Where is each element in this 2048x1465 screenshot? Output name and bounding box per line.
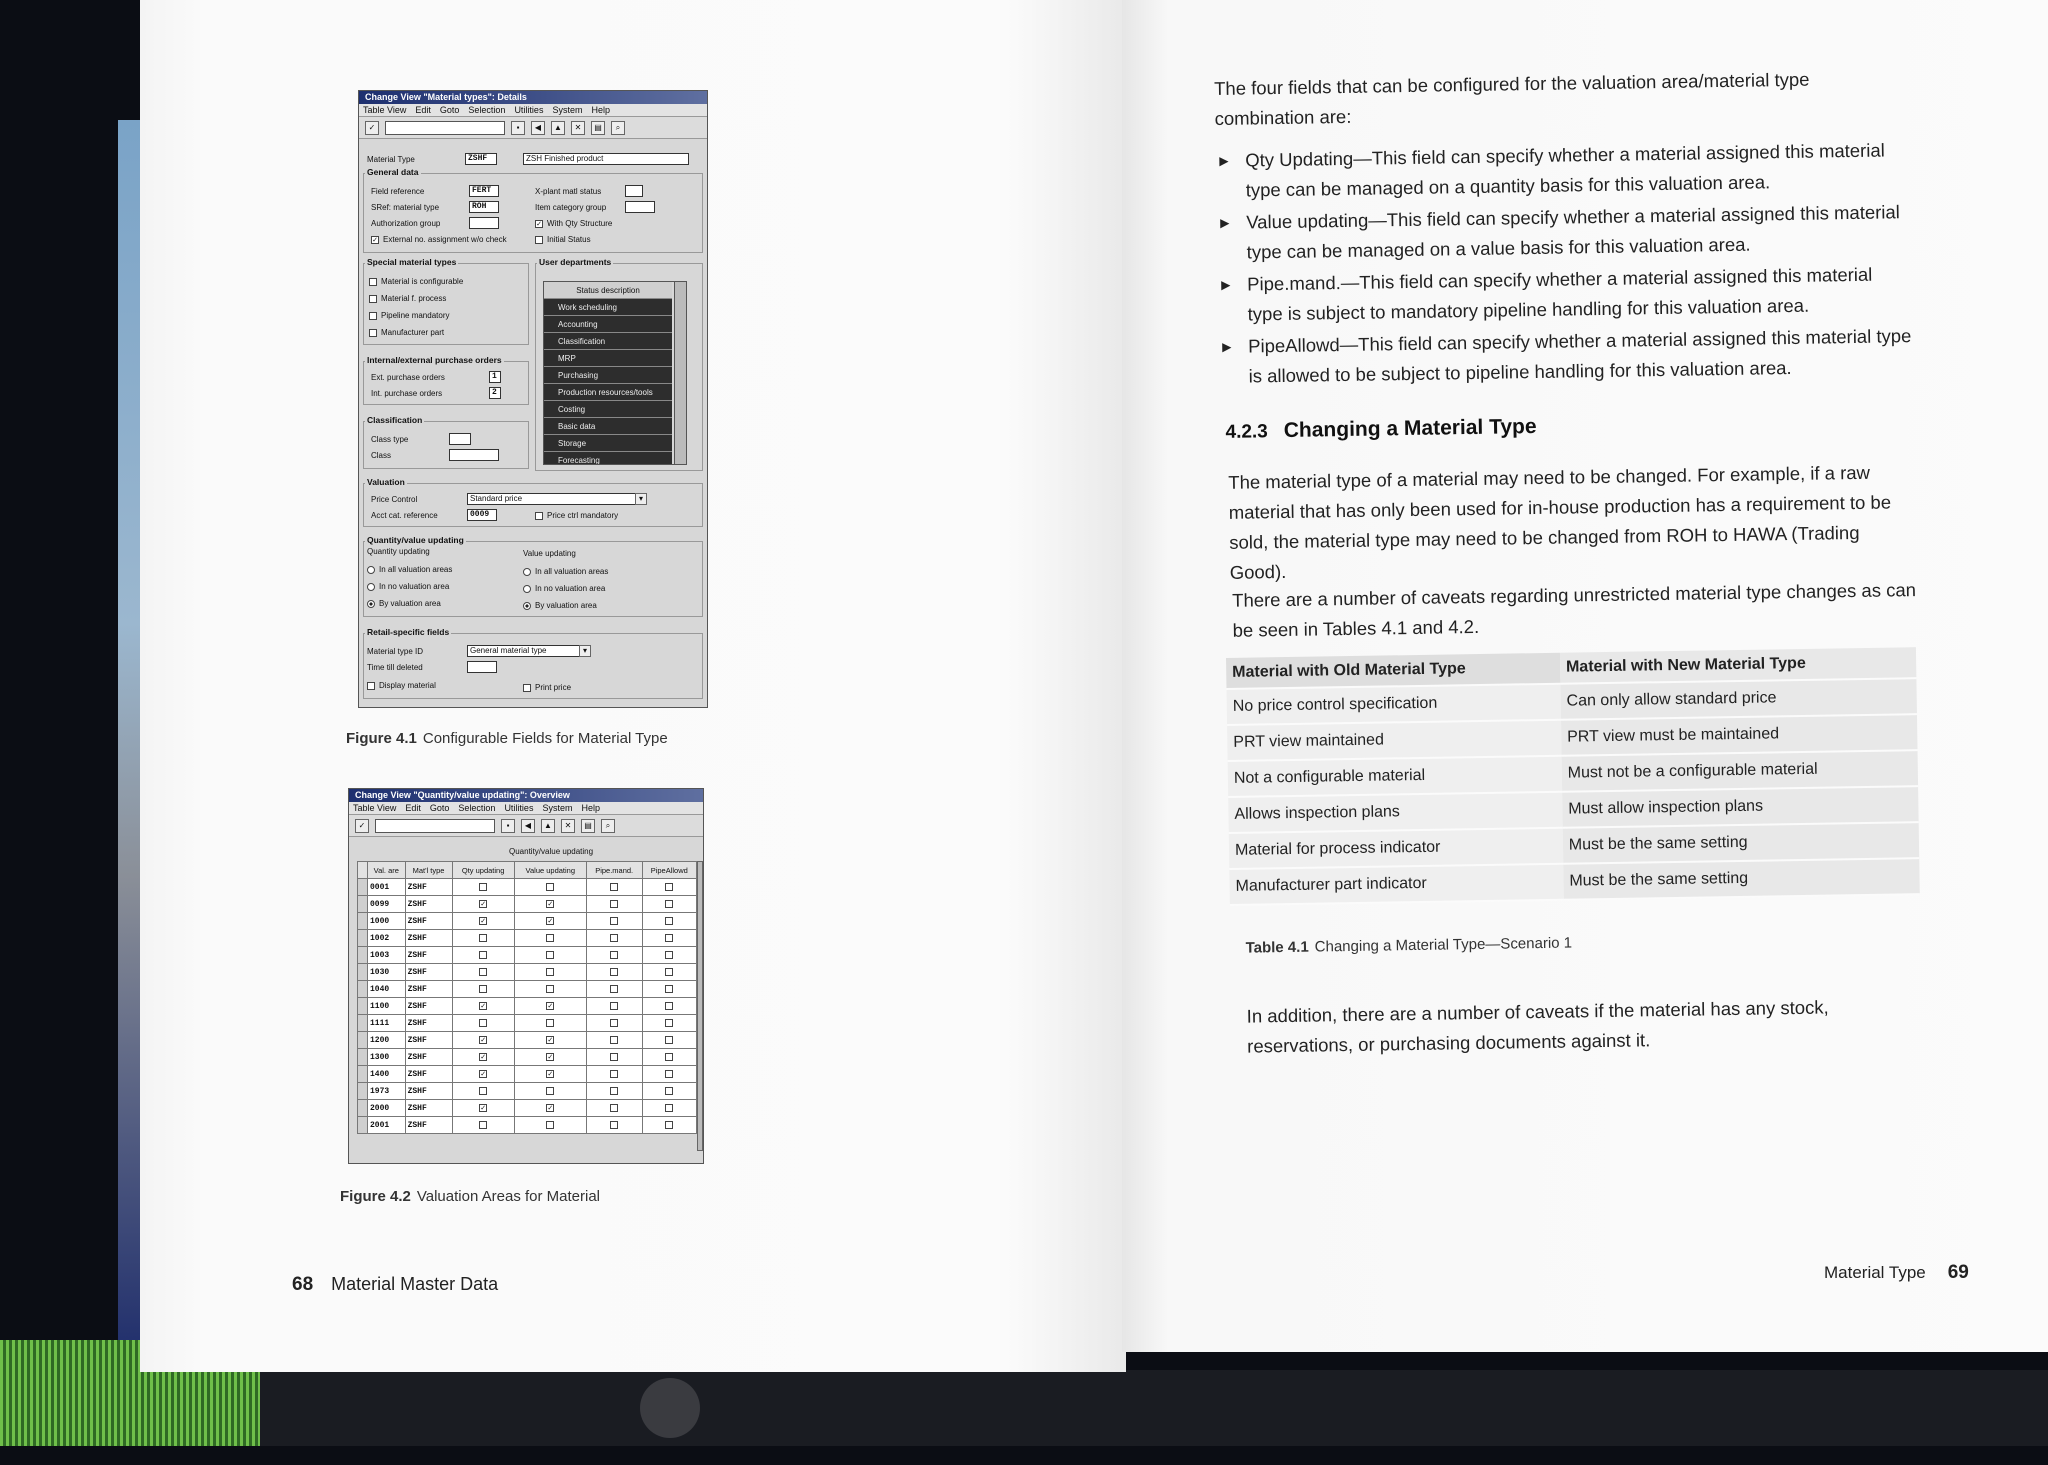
- display-material-label: Display material: [379, 681, 436, 690]
- menu-item[interactable]: Selection: [468, 105, 506, 115]
- material-type-field[interactable]: ZSHF: [465, 153, 497, 165]
- material-type-cell: ZSHF: [405, 964, 452, 981]
- time-till-deleted-label: Time till deleted: [367, 663, 423, 672]
- right-page-footer: [1824, 1262, 1969, 1284]
- quantity-updating-label: Quantity updating: [367, 547, 430, 556]
- initial-status-label: Initial Status: [547, 235, 591, 244]
- checkbox-checked-icon: ✓: [480, 901, 487, 909]
- checkbox-checked-icon: ✓: [547, 901, 554, 909]
- menu-item[interactable]: Selection: [458, 803, 496, 813]
- table-caption-text: Changing a Material Type—Scenario 1: [1314, 934, 1573, 956]
- department-item[interactable]: Accounting: [544, 316, 672, 333]
- window-title: Change View "Quantity/value updating": Overview: [349, 789, 703, 802]
- sref-field[interactable]: ROH: [469, 201, 499, 213]
- table-cell: No price control specification: [1226, 684, 1560, 725]
- chevron-down-icon[interactable]: ▾: [635, 493, 647, 505]
- special-item-label: Manufacturer part: [381, 328, 445, 337]
- page-number: 69: [1947, 1262, 1969, 1283]
- column-header: Pipe.mand.: [586, 862, 642, 879]
- table-cell: Material for process indicator: [1229, 828, 1563, 869]
- menu-item[interactable]: System: [552, 105, 583, 115]
- checkbox-checked-icon: ✓: [480, 1105, 487, 1113]
- table-header: Material with Old Material Type: [1226, 653, 1560, 689]
- general-data-title: General data: [367, 167, 419, 177]
- valuation-area-cell: 1000: [368, 913, 406, 930]
- price-ctrl-mandatory-label: Price ctrl mandatory: [547, 511, 619, 520]
- checkbox-checked-icon: ✓: [480, 1037, 487, 1045]
- ext-purchase-orders-label: Ext. purchase orders: [371, 373, 445, 382]
- section-number: 4.2.3: [1225, 421, 1268, 443]
- special-item-label: Pipeline mandatory: [381, 311, 450, 320]
- group-header: Quantity/value updating: [509, 847, 594, 856]
- status-description-header: Status description: [544, 282, 672, 299]
- special-material-types-title: Special material types: [367, 257, 457, 267]
- checkbox-checked-icon: ✓: [547, 1071, 554, 1079]
- cancel-icon[interactable]: ✕: [561, 819, 575, 833]
- table-cell: PRT view must be maintained: [1561, 714, 1918, 756]
- valuation-title: Valuation: [367, 477, 405, 487]
- radio-label: In no valuation area: [535, 584, 606, 593]
- find-icon[interactable]: ⌕: [601, 819, 615, 833]
- valuation-area-cell: 2001: [368, 1117, 406, 1134]
- table-cell: Must allow inspection plans: [1562, 786, 1919, 828]
- column-header: Mat'l type: [405, 862, 452, 879]
- department-item[interactable]: MRP: [544, 350, 672, 367]
- radio-label: In all valuation areas: [379, 565, 453, 574]
- acct-cat-label: Acct cat. reference: [371, 511, 438, 520]
- acct-cat-field[interactable]: 0009: [467, 509, 497, 521]
- price-control-select[interactable]: Standard price: [467, 493, 643, 505]
- back-icon[interactable]: ◀: [521, 819, 535, 833]
- valuation-area-cell: 2000: [368, 1100, 406, 1117]
- checkbox-checked-icon: ✓: [547, 1037, 554, 1045]
- find-icon[interactable]: ⌕: [611, 121, 625, 135]
- cancel-icon[interactable]: ✕: [571, 121, 585, 135]
- print-icon[interactable]: ▤: [591, 121, 605, 135]
- menu-item[interactable]: Goto: [429, 803, 450, 813]
- special-item-label: Material is configurable: [381, 277, 464, 286]
- caveats-table: [1226, 647, 1920, 906]
- column-header: Val. are: [368, 862, 406, 879]
- check-icon[interactable]: ✓: [365, 121, 379, 135]
- running-title: Material Master Data: [331, 1274, 499, 1294]
- menu-item[interactable]: Table View: [353, 803, 397, 813]
- valuation-area-cell: 1030: [368, 964, 406, 981]
- valuation-area-cell: 1300: [368, 1049, 406, 1066]
- radio-label: By valuation area: [535, 601, 597, 610]
- check-icon[interactable]: ✓: [355, 819, 369, 833]
- radio-label: In no valuation area: [379, 582, 450, 591]
- department-item[interactable]: Forecasting: [544, 452, 672, 465]
- save-icon[interactable]: ▪: [511, 121, 525, 135]
- table-cell: Manufacturer part indicator: [1229, 864, 1563, 905]
- with-qty-structure-label: With Qty Structure: [547, 219, 613, 228]
- valuation-area-cell: 1111: [368, 1015, 406, 1032]
- checkbox-checked-icon: ✓: [547, 918, 554, 926]
- print-icon[interactable]: ▤: [581, 819, 595, 833]
- valuation-area-cell: 1002: [368, 930, 406, 947]
- department-item[interactable]: Work scheduling: [544, 299, 672, 316]
- valuation-area-cell: 1400: [368, 1066, 406, 1083]
- menu-item[interactable]: Utilities: [514, 105, 544, 115]
- int-purchase-orders-field[interactable]: 2: [489, 387, 501, 399]
- checkbox-checked-icon: ✓: [480, 1003, 487, 1011]
- window-title: Change View "Material types": Details: [359, 91, 707, 104]
- valuation-area-cell: 0099: [368, 896, 406, 913]
- section-title: Changing a Material Type: [1283, 414, 1537, 442]
- checkbox-checked-icon: ✓: [536, 220, 542, 228]
- figure-label: Figure 4.2: [340, 1188, 411, 1205]
- material-type-cell: ZSHF: [405, 1015, 452, 1032]
- exit-icon[interactable]: ▲: [541, 819, 555, 833]
- material-type-cell: ZSHF: [405, 913, 452, 930]
- int-purchase-orders-label: Int. purchase orders: [371, 389, 443, 398]
- checkbox-checked-icon: ✓: [480, 1071, 487, 1079]
- external-no-label: External no. assignment w/o check: [383, 235, 507, 244]
- page-number: 68: [292, 1274, 314, 1295]
- chevron-down-icon[interactable]: ▾: [579, 645, 591, 657]
- field-reference-field[interactable]: FERT: [469, 185, 499, 197]
- table-label: Table 4.1: [1245, 938, 1309, 957]
- table-4-1-caption: [1246, 934, 1573, 956]
- classification-title: Classification: [367, 415, 423, 425]
- table-cell: Must be the same setting: [1563, 858, 1920, 900]
- menu-item[interactable]: Table View: [363, 105, 407, 115]
- department-item[interactable]: Costing: [544, 401, 672, 418]
- valuation-area-cell: 1100: [368, 998, 406, 1015]
- valuation-area-cell: 1040: [368, 981, 406, 998]
- table-cell: Can only allow standard price: [1560, 678, 1917, 720]
- figure-caption-text: Valuation Areas for Material: [416, 1188, 601, 1205]
- checkbox-checked-icon: ✓: [480, 918, 487, 926]
- material-type-cell: ZSHF: [405, 1066, 452, 1083]
- checkbox-checked-icon: ✓: [547, 1105, 554, 1113]
- radio-label: By valuation area: [379, 599, 441, 608]
- item-category-label: Item category group: [535, 203, 607, 212]
- sref-label: SRef: material type: [371, 203, 440, 212]
- menu-item[interactable]: Edit: [415, 105, 431, 115]
- bullet-item: ▶ PipeAllowd—This field can specify whether a material assigned this material type is allowed to be subject to pipeline handling for this valuation area.: [1222, 321, 1913, 392]
- menu-item[interactable]: System: [542, 803, 573, 813]
- exit-icon[interactable]: ▲: [551, 121, 565, 135]
- paragraph: The material type of a material may need to be changed. For example, if a raw material that has only been used for in-house production has a requirement to be sold, the material type may need to be changed from ROH to HAWA (Trading Good).: [1228, 461, 1892, 583]
- material-type-cell: ZSHF: [405, 930, 452, 947]
- valuation-area-cell: 1973: [368, 1083, 406, 1100]
- menu-item[interactable]: Help: [581, 803, 600, 813]
- valuation-area-cell: 0001: [368, 879, 406, 896]
- material-type-cell: ZSHF: [405, 896, 452, 913]
- column-header: Qty updating: [452, 862, 514, 879]
- save-icon[interactable]: ▪: [501, 819, 515, 833]
- material-type-cell: ZSHF: [405, 879, 452, 896]
- menu-item[interactable]: Edit: [405, 803, 421, 813]
- authorization-group-label: Authorization group: [371, 219, 441, 228]
- qty-value-updating-title: Quantity/value updating: [367, 535, 464, 545]
- column-header: PipeAllowd: [642, 862, 697, 879]
- department-item[interactable]: Production resources/tools: [544, 384, 672, 401]
- department-item[interactable]: Classification: [544, 333, 672, 350]
- department-item[interactable]: Basic data: [544, 418, 672, 435]
- running-title: Material Type: [1824, 1263, 1926, 1282]
- menu-item[interactable]: Help: [591, 105, 610, 115]
- purchase-orders-title: Internal/external purchase orders: [367, 355, 502, 365]
- checkbox-checked-icon: ✓: [547, 1003, 554, 1011]
- checkbox-checked-icon: ✓: [480, 1054, 487, 1062]
- paragraph: There are a number of caveats regarding unrestricted material type changes as can be seen in Tables 4.1 and 4.2.: [1232, 579, 1917, 641]
- material-type-label: Material Type: [367, 155, 415, 164]
- figure-label: Figure 4.1: [346, 730, 417, 747]
- section-heading: [1225, 415, 1552, 444]
- menu-item[interactable]: Goto: [439, 105, 460, 115]
- material-type-description[interactable]: ZSH Finished product: [523, 153, 689, 165]
- bullet-item: ▶ Qty Updating—This field can specify whether a material assigned this material type can be managed on a quantity basis for this valuation area.: [1219, 135, 1910, 206]
- price-control-label: Price Control: [371, 495, 418, 504]
- material-type-cell: ZSHF: [405, 998, 452, 1015]
- class-type-label: Class type: [371, 435, 409, 444]
- xplant-status-label: X-plant matl status: [535, 187, 602, 196]
- class-label: Class: [371, 451, 392, 460]
- figure-caption-text: Configurable Fields for Material Type: [422, 730, 668, 747]
- table-cell: PRT view maintained: [1227, 720, 1561, 761]
- bullet-item: ▶ Pipe.mand.—This field can specify whether a material assigned this material type is subject to mandatory pipeline handling for this valuation area.: [1221, 259, 1912, 330]
- material-type-cell: ZSHF: [405, 1032, 452, 1049]
- department-item[interactable]: Purchasing: [544, 367, 672, 384]
- material-type-cell: ZSHF: [405, 1100, 452, 1117]
- material-type-cell: ZSHF: [405, 981, 452, 998]
- menu-item[interactable]: Utilities: [504, 803, 534, 813]
- table-header: Material with New Material Type: [1560, 647, 1917, 684]
- table-cell: Must be the same setting: [1563, 822, 1920, 864]
- value-updating-label: Value updating: [523, 549, 576, 558]
- checkbox-checked-icon: ✓: [372, 236, 378, 244]
- department-item[interactable]: Storage: [544, 435, 672, 452]
- column-header: Value updating: [514, 862, 586, 879]
- table-cell: Allows inspection plans: [1228, 792, 1562, 833]
- back-icon[interactable]: ◀: [531, 121, 545, 135]
- special-item-label: Material f. process: [381, 294, 447, 303]
- ext-purchase-orders-field[interactable]: 1: [489, 371, 501, 383]
- material-type-cell: ZSHF: [405, 1083, 452, 1100]
- field-reference-label: Field reference: [371, 187, 425, 196]
- material-type-cell: ZSHF: [405, 947, 452, 964]
- valuation-area-cell: 1200: [368, 1032, 406, 1049]
- bullet-item: ▶ Value updating—This field can specify whether a material assigned this material type can be managed on a value basis for this valuation area.: [1220, 197, 1911, 268]
- intro-paragraph: The four fields that can be configured for the valuation area/material type combination are:: [1213, 68, 1810, 129]
- material-type-cell: ZSHF: [405, 1117, 452, 1134]
- retail-specific-title: Retail-specific fields: [367, 627, 450, 637]
- user-departments-title: User departments: [539, 257, 612, 267]
- table-cell: Not a configurable material: [1228, 756, 1562, 797]
- table-cell: Must not be a configurable material: [1561, 750, 1918, 792]
- material-type-id-label: Material type ID: [367, 647, 424, 656]
- material-type-id-select[interactable]: General material type: [467, 645, 587, 657]
- paragraph: In addition, there are a number of caveats if the material has any stock, reservations, or purchasing documents against it.: [1246, 996, 1829, 1057]
- radio-label: In all valuation areas: [535, 567, 609, 576]
- checkbox-checked-icon: ✓: [547, 1054, 554, 1062]
- valuation-area-cell: 1003: [368, 947, 406, 964]
- material-type-cell: ZSHF: [405, 1049, 452, 1066]
- print-price-label: Print price: [535, 683, 572, 692]
